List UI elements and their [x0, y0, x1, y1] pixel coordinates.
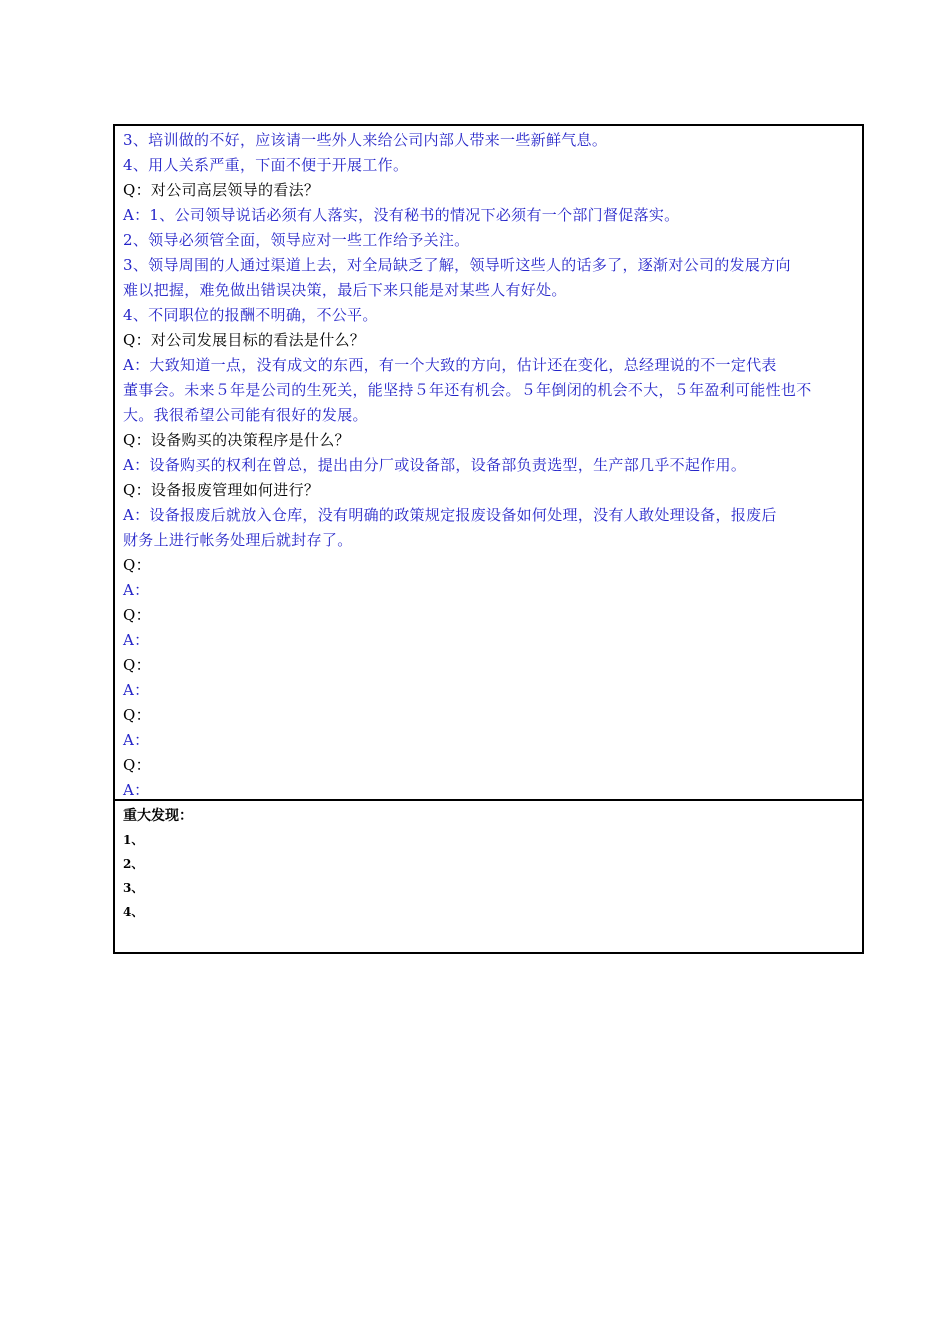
answer-line: A： [123, 581, 150, 599]
qa-section [113, 124, 864, 801]
finding-item: 2、 [123, 857, 144, 871]
answer-line: 财务上进行帐务处理后就封存了。 [123, 531, 353, 549]
findings-title: 重大发现： [123, 808, 193, 824]
answer-line: A： [123, 781, 150, 799]
answer-line: 3、领导周围的人通过渠道上去，对全局缺乏了解，领导听这些人的话多了，逐渐对公司的发展方向 [123, 256, 791, 274]
answer-line: A：大致知道一点，没有成文的东西，有一个大致的方向，估计还在变化，总经理说的不一定代表 [123, 356, 777, 374]
finding-item: 3、 [123, 881, 144, 895]
question-line: Q： [123, 756, 151, 774]
question-line: Q：对公司发展目标的看法是什么？ [123, 331, 366, 349]
answer-line: A：1、公司领导说话必须有人落实，没有秘书的情况下必须有一个部门督促落实。 [123, 206, 680, 224]
answer-line: A： [123, 731, 150, 749]
answer-line: 3、培训做的不好，应该请一些外人来给公司内部人带来一些新鲜气息。 [123, 131, 608, 149]
answer-line: 董事会。未来５年是公司的生死关，能坚持５年还有机会。５年倒闭的机会不大，５年盈利可能性也不 [123, 381, 812, 399]
answer-line: A： [123, 631, 150, 649]
answer-line: 大。我很希望公司能有很好的发展。 [123, 406, 368, 424]
question-line: Q：设备报废管理如何进行？ [123, 481, 320, 499]
findings-list [123, 828, 854, 924]
finding-item: 4、 [123, 905, 144, 919]
question-line: Q： [123, 706, 151, 724]
finding-item: 1、 [123, 833, 144, 847]
question-line: Q： [123, 556, 151, 574]
answer-line: 2、领导必须管全面，领导应对一些工作给予关注。 [123, 231, 470, 249]
answer-line: A：设备购买的权利在曾总，提出由分厂或设备部，设备部负责选型，生产部几乎不起作用。 [123, 456, 747, 474]
findings-section [113, 801, 864, 954]
interview-record-table [113, 124, 864, 954]
answer-line: A：设备报废后就放入仓库，没有明确的政策规定报废设备如何处理，没有人敢处理设备，报废后 [123, 506, 777, 524]
answer-line: 难以把握，难免做出错误决策，最后下来只能是对某些人有好处。 [123, 281, 567, 299]
question-line: Q： [123, 656, 151, 674]
answer-line: A： [123, 681, 150, 699]
answer-line: 4、不同职位的报酬不明确，不公平。 [123, 306, 378, 324]
question-line: Q： [123, 606, 151, 624]
question-line: Q：对公司高层领导的看法？ [123, 181, 320, 199]
answer-line: 4、用人关系严重，下面不便于开展工作。 [123, 156, 409, 174]
question-line: Q：设备购买的决策程序是什么？ [123, 431, 350, 449]
